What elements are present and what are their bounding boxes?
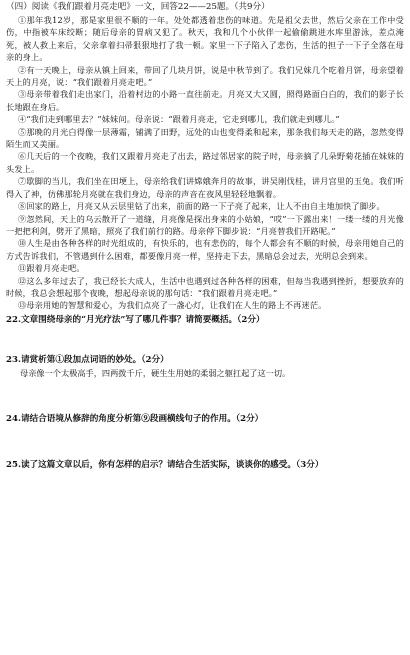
paragraph-7: ⑦歇脚的当儿，我们坐在田埂上，母亲给我们讲嫦娥奔月的故事，讲吴刚伐桂，讲月宫里的玉兔。我们听得入了神，仿佛那轮月亮就在我们身边，母亲的声音在夜风里轻轻地飘着。 xyxy=(6,176,404,199)
paragraph-13: ⑬母亲用她的智慧和爱心，为我们点亮了一盏心灯，让我们在人生的路上不再迷茫。 xyxy=(18,300,327,311)
section-heading: （四）阅读《我们跟着月亮走吧》一文，回答22——25题。（共9分） xyxy=(6,2,270,12)
question-25: 25.读了这篇文章以后，你有怎样的启示？请结合生活实际，谈谈你的感受。（3分） xyxy=(6,459,324,470)
paragraph-5: ⑤那晚的月光白得像一层薄霜，铺满了田野，远处的山也变得柔和起来，那条我们每天走的路，忽然变得陌生而又美丽。 xyxy=(6,126,404,150)
paragraph-8: ⑧回家的路上，月亮又从云层里钻了出来，前面的路一下子亮了起来，让人不由自主地加快了脚步。 xyxy=(18,201,385,212)
paragraph-2: ②有一天晚上，母亲从镇上回来，带回了几块月饼，说是中秋节到了。我们兄妹几个吃着月饼，母亲望着天上的月亮，说：“我们跟着月亮走吧。” xyxy=(6,64,404,88)
question-23-quote: 母亲像一个太极高手，四两拨千斤，硬生生用她的柔弱之躯扛起了这一切。 xyxy=(20,367,291,378)
paragraph-6: ⑥几天后的一个夜晚，我们又跟着月亮走了出去，路过邻居家的院子时，母亲摘了几朵野菊花插在妹妹的头发上。 xyxy=(6,151,404,174)
paragraph-9: ⑨忽然间，天上的乌云散开了一道缝，月亮像是探出身来的小姑娘，“哎”一下露出来！一缕一缕的月光像一把把利剑，劈开了黑暗，照亮了我们前行的路。母亲停下脚步说：“月亮替我们开路呢。” xyxy=(6,213,404,236)
paragraph-3: ③母亲带着我们走出家门，沿着村边的小路一直往前走。月亮又大又圆，照得路面白白的，我们的影子长长地跟在身后。 xyxy=(6,89,404,112)
paragraph-12: ⑫这么多年过去了，我已经长大成人，生活中也遇到过各种各样的困难，但每当我遇到挫折，想要放弃的时候，我总会想起那个夜晚，想起母亲说的那句话：“我们跟着月亮走吧。” xyxy=(6,275,404,298)
question-22: 22.文章围绕母亲的“月光疗法”写了哪几件事？请简要概括。（2分） xyxy=(6,314,265,325)
paragraph-10: ⑩人生是由各种各样的时光组成的，有快乐的，也有悲伤的，每个人都会有不顺的时候，母亲用她自己的方式告诉我们，不管遇到什么困难，都要像月亮一样，坚持走下去，黑暗总会过去，光明总会到来。 xyxy=(6,238,404,261)
paragraph-1: ①那年我12岁，那是家里很不顺的一年。处处都透着悲伤的味道。先是祖父去世，然后父亲在工作中受伤，中指被车床绞断；随后母亲的胃病又犯了。秋天，我和几个小伙伴一起偷偷跳进水库里游泳，差点淹死，被人救上来后，父亲拿着扫帚狠狠地打了我一顿。家里一下子陷入了悲伤，生活的担子一下子全落在母亲的身上。 xyxy=(6,15,404,63)
question-24: 24.请结合语境从修辞的角度分析第⑨段画横线句子的作用。（2分） xyxy=(6,413,264,424)
question-23: 23.请赏析第①段加点词语的妙处。（2分） xyxy=(6,354,169,365)
reading-passage xyxy=(6,14,404,312)
paragraph-11: ⑪跟着月亮走吧。 xyxy=(18,263,85,274)
paragraph-4: ④“我们走到哪里去？”妹妹问。母亲说：“跟着月亮走，它走到哪儿，我们就走到哪儿。” xyxy=(18,114,340,125)
